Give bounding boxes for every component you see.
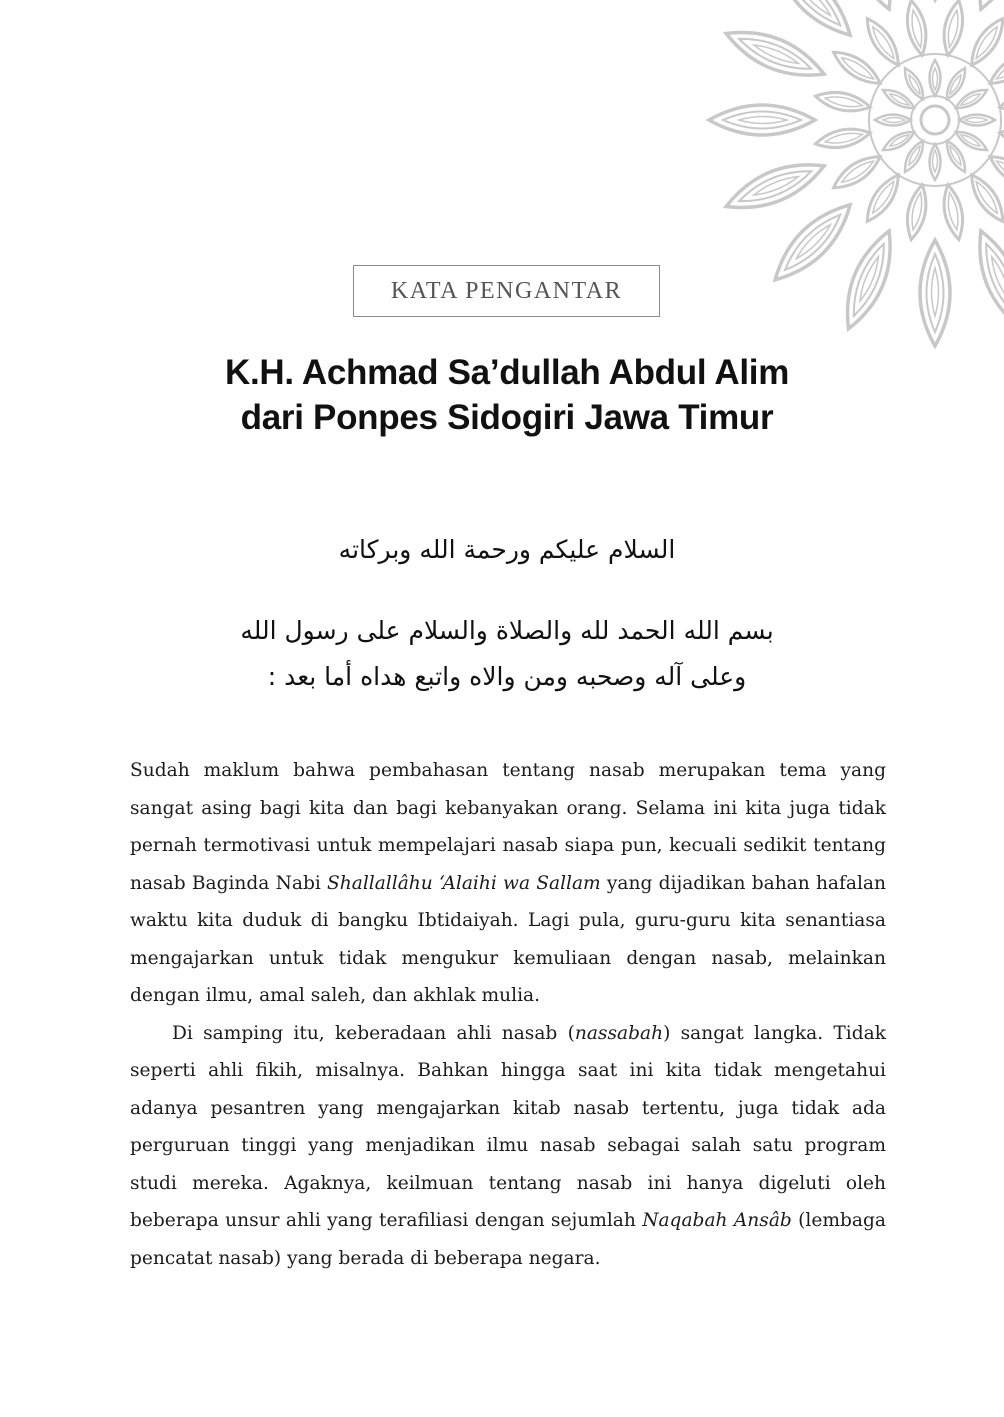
arabic-line-2: وعلى آله وصحبه ومن والاه واتبع هداه أما بعد :: [267, 662, 747, 691]
arabic-salam: السلام عليكم ورحمة الله وبركاته: [338, 535, 676, 564]
paragraph-2-text-a: Di samping itu, keberadaan ahli nasab (: [172, 1022, 575, 1044]
paragraph-2-text-c: (lembaga pencatat nasab) yang berada di beberapa negara.: [130, 1210, 886, 1269]
paragraph-2-text-b: ) sangat langka. Tidak seperti ahli fikih, misalnya. Bahkan hingga saat ini kita tidak mengetahui adanya pesantren yang mengajarkan kitab nasab tertentu, juga tidak ada perguruan tinggi yang menjadikan ilmu nasab sebagai salah satu program studi mereka. Agaknya, keilmuan tentang nasab ini hanya digeluti oleh beberapa unsur ahli yang terafiliasi dengan sejumlah: [130, 1022, 887, 1231]
paragraph-2: [130, 1015, 886, 1278]
page-title: [150, 350, 864, 440]
title-line-1: K.H. Achmad Sa’dullah Abdul Alim: [224, 353, 790, 392]
paragraph-2-italic-a: nassabah: [574, 1022, 664, 1044]
section-label: KATA PENGANTAR: [353, 265, 660, 317]
paragraph-1-text-b: yang dijadikan bahan hafalan waktu kita duduk di bangku Ibtidaiyah. Lagi pula, guru-guru kita senantiasa mengajarkan untuk tidak mengukur kemuliaan dengan nasab, melainkan dengan ilmu, amal saleh, dan akhlak mulia.: [130, 872, 886, 1006]
paragraph-1-italic: Shallallâhu ‘Alaihi wa Sallam: [327, 872, 601, 894]
paragraph-2-italic-b: Naqabah Ansâb: [642, 1210, 792, 1231]
paragraph-1: [130, 752, 886, 1015]
mandala-ornament-icon: [700, 0, 1004, 360]
arabic-line-1: بسم الله الحمد لله والصلاة والسلام على رسول الله: [240, 616, 774, 645]
body-text: [130, 752, 886, 1277]
title-line-2: dari Ponpes Sidogiri Jawa Timur: [240, 398, 774, 437]
paragraph-1-text-a: Sudah maklum bahwa pembahasan tentang nasab merupakan tema yang sangat asing bagi kita dan bagi kebanyakan orang. Selama ini kita juga tidak pernah termotivasi untuk mempelajari nasab siapa pun, kecuali sedikit tentang nasab Baginda Nabi: [130, 760, 886, 894]
arabic-opening: [150, 608, 864, 700]
